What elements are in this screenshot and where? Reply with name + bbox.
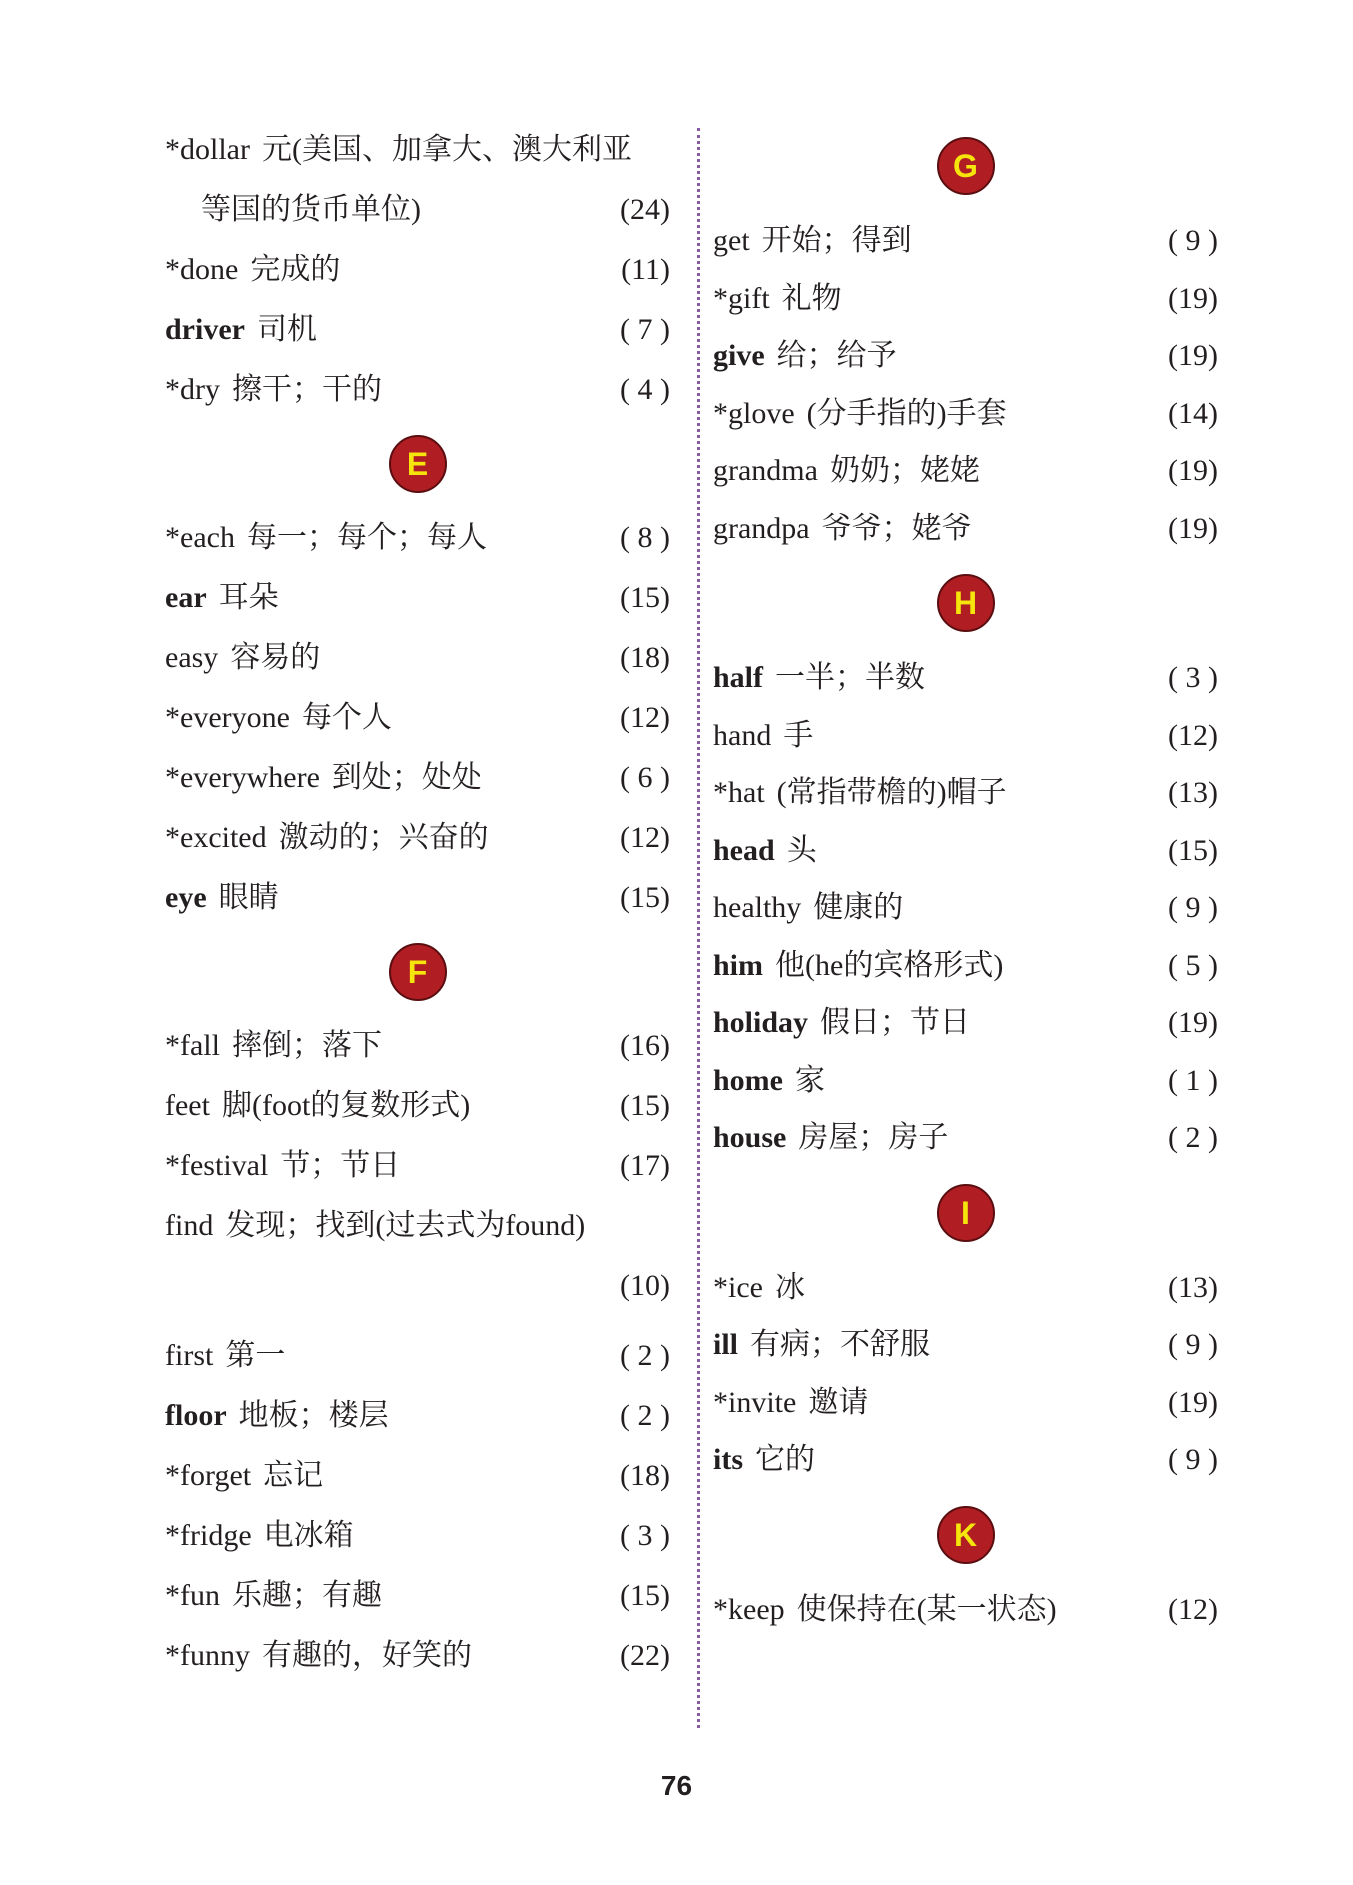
entry-definition: 一半；半数 <box>775 661 926 694</box>
entry-fridge <box>165 1506 670 1566</box>
entry-definition: 乐趣；有趣 <box>232 1579 382 1612</box>
entry-page-ref: (15) <box>620 1579 670 1612</box>
entry-page-ref: ( 2 ) <box>620 1339 670 1372</box>
entry-page-ref: (10) <box>620 1269 670 1302</box>
entry-ice <box>713 1259 1218 1317</box>
letter-badge-h: H <box>937 574 995 632</box>
entry-page-ref: (18) <box>620 1459 670 1492</box>
entry-page-ref: (17) <box>620 1149 670 1182</box>
entry-definition: 完成的 <box>250 253 341 286</box>
entry-definition: 摔倒；落下 <box>231 1029 382 1062</box>
entry-definition: 邀请 <box>808 1385 869 1419</box>
entry-grandpa <box>713 500 1218 558</box>
entry-word: *festival <box>165 1149 269 1182</box>
entry-ear <box>165 568 670 628</box>
entry-ill <box>713 1316 1218 1374</box>
section-h-header <box>713 557 1218 649</box>
entry-keep <box>713 1581 1218 1639</box>
entry-definition: 健康的 <box>813 891 904 924</box>
section-k-header <box>713 1489 1218 1581</box>
entry-page-ref: (13) <box>1168 1270 1218 1304</box>
entry-festival <box>165 1136 670 1196</box>
entry-page-ref: ( 9 ) <box>1168 891 1218 924</box>
entry-definition: 发现；找到(过去式为found) <box>225 1209 586 1242</box>
entry-word: feet <box>165 1089 210 1122</box>
section-g-header <box>713 120 1218 212</box>
entry-page-ref: ( 9 ) <box>1168 1328 1218 1361</box>
entry-definition: 等国的货币单位) <box>201 193 421 226</box>
entry-word: *dollar <box>165 133 250 166</box>
entry-page-ref: ( 5 ) <box>1168 948 1218 982</box>
entry-word: get <box>713 224 750 257</box>
entry-word: grandma <box>713 454 818 487</box>
entry-page-ref: (13) <box>1168 776 1218 809</box>
entry-definition: 容易的 <box>230 641 321 674</box>
entry-word: *fall <box>165 1029 220 1062</box>
entry-word: *forget <box>165 1459 252 1492</box>
entry-word: *each <box>165 521 235 554</box>
entry-page-ref: (12) <box>620 701 670 734</box>
entry-definition: 激动的；兴奋的 <box>278 821 489 854</box>
entry-home <box>713 1052 1218 1110</box>
entry-word: him <box>713 948 764 982</box>
entry-word: *done <box>165 253 239 286</box>
entry-word: *fridge <box>165 1519 252 1552</box>
entry-holiday <box>713 994 1218 1052</box>
entry-give <box>713 327 1218 385</box>
entry-word: hand <box>713 718 772 752</box>
entry-page-ref: ( 9 ) <box>1168 1443 1218 1476</box>
entry-word: *funny <box>165 1639 250 1672</box>
entry-page-ref: (15) <box>620 881 670 914</box>
entry-fun <box>165 1566 670 1626</box>
entry-page-ref: (12) <box>620 821 670 854</box>
entry-word: *dry <box>165 373 220 406</box>
entry-word: *hat <box>713 776 765 809</box>
entry-page-ref: (15) <box>620 1089 670 1122</box>
entry-page-ref: ( 3 ) <box>620 1519 670 1552</box>
entry-definition: 使保持在(某一状态) <box>796 1592 1057 1626</box>
section-e-header <box>165 420 670 508</box>
entry-page-ref: ( 3 ) <box>1168 661 1218 694</box>
entry-word: holiday <box>713 1006 809 1039</box>
entry-definition: (常指带檐的)帽子 <box>776 776 1007 809</box>
entry-healthy <box>713 879 1218 937</box>
entry-grandma <box>713 442 1218 500</box>
entry-page-ref: ( 2 ) <box>1168 1121 1218 1154</box>
entry-word: healthy <box>713 891 802 924</box>
entry-half <box>713 649 1218 707</box>
entry-definition: 脚(foot的复数形式) <box>221 1089 471 1122</box>
entry-its <box>713 1431 1218 1489</box>
entry-definition: 忘记 <box>263 1459 324 1492</box>
entry-find-continued <box>165 1256 670 1316</box>
entry-word: *ice <box>713 1270 763 1304</box>
entry-get <box>713 212 1218 270</box>
entry-word: *excited <box>165 821 267 854</box>
entry-dollar <box>165 120 670 180</box>
entry-word: find <box>165 1209 214 1242</box>
entry-definition: 第一 <box>225 1339 286 1372</box>
entry-definition: 头 <box>786 833 817 867</box>
entry-page-ref: (15) <box>620 581 670 614</box>
entry-word: *invite <box>713 1385 797 1419</box>
entry-page-ref: ( 8 ) <box>620 521 670 554</box>
entry-page-ref: (15) <box>1168 833 1218 867</box>
letter-badge-i: I <box>937 1184 995 1242</box>
entry-everyone <box>165 688 670 748</box>
entry-forget <box>165 1446 670 1506</box>
entry-feet <box>165 1076 670 1136</box>
entry-word: *everyone <box>165 701 290 734</box>
entry-page-ref: (11) <box>621 253 670 286</box>
entry-definition: 开始；得到 <box>761 224 912 257</box>
letter-badge-f: F <box>389 943 447 1001</box>
entry-word: easy <box>165 641 219 674</box>
section-i-header <box>713 1167 1218 1259</box>
letter-badge-k: K <box>937 1506 995 1564</box>
column-divider <box>697 128 700 1728</box>
entry-gift <box>713 270 1218 328</box>
entry-word: grandpa <box>713 511 810 545</box>
entry-page-ref: ( 9 ) <box>1168 224 1218 257</box>
entry-driver <box>165 300 670 360</box>
entry-word: eye <box>165 881 207 914</box>
entry-word: floor <box>165 1399 227 1432</box>
entry-page-ref: (12) <box>1168 718 1218 752</box>
entry-find <box>165 1196 670 1256</box>
entry-dollar-continued <box>165 180 670 240</box>
entry-word: head <box>713 833 775 867</box>
entry-page-ref: (19) <box>1168 339 1218 372</box>
left-column <box>165 120 670 1686</box>
entry-page-ref: ( 6 ) <box>620 761 670 794</box>
entry-page-ref: (18) <box>620 641 670 674</box>
entry-word: ill <box>713 1328 739 1361</box>
entry-hat <box>713 764 1218 822</box>
entry-definition: (分手指的)手套 <box>806 396 1007 430</box>
entry-dry <box>165 360 670 420</box>
entry-definition: 家 <box>795 1063 825 1097</box>
entry-definition: 它的 <box>755 1443 815 1476</box>
entry-each <box>165 508 670 568</box>
entry-definition: 奶奶；姥姥 <box>829 454 980 487</box>
entry-definition: 地板；楼层 <box>238 1399 389 1432</box>
entry-definition: 礼物 <box>781 281 842 315</box>
entry-definition: 手 <box>783 718 814 752</box>
entry-page-ref: (14) <box>1168 396 1218 430</box>
entry-page-ref: ( 7 ) <box>620 313 670 346</box>
entry-page-ref: (19) <box>1168 281 1218 315</box>
entry-easy <box>165 628 670 688</box>
entry-definition: 他(he的宾格形式) <box>775 948 1004 982</box>
letter-badge-e: E <box>389 435 447 493</box>
page-number: 76 <box>660 1770 693 1801</box>
entry-definition: 擦干；干的 <box>232 373 382 406</box>
entry-word: give <box>713 339 765 372</box>
entry-word: home <box>713 1063 783 1097</box>
entry-page-ref: (12) <box>1168 1592 1218 1626</box>
entry-definition: 房屋；房子 <box>798 1121 949 1154</box>
entry-word: *keep <box>713 1592 785 1626</box>
entry-funny <box>165 1626 670 1686</box>
entry-word: *gift <box>713 281 770 315</box>
entry-page-ref: (22) <box>620 1639 670 1672</box>
entry-done <box>165 240 670 300</box>
entry-definition: 每一；每个；每人 <box>246 521 487 554</box>
entry-word: ear <box>165 581 207 614</box>
entry-house <box>713 1109 1218 1167</box>
entry-page-ref: ( 1 ) <box>1168 1063 1218 1097</box>
entry-excited <box>165 808 670 868</box>
entry-word: half <box>713 661 764 694</box>
entry-invite <box>713 1374 1218 1432</box>
entry-definition: 节；节日 <box>280 1149 401 1182</box>
right-column <box>713 120 1218 1638</box>
entry-word: its <box>713 1443 743 1476</box>
entry-page-ref: ( 4 ) <box>620 373 670 406</box>
entry-head <box>713 822 1218 880</box>
entry-page-ref: (19) <box>1168 1385 1218 1419</box>
entry-word: *everywhere <box>165 761 320 794</box>
entry-glove <box>713 385 1218 443</box>
entry-everywhere <box>165 748 670 808</box>
entry-fall <box>165 1016 670 1076</box>
entry-page-ref: (24) <box>620 193 670 226</box>
entry-definition: 每个人 <box>301 701 392 734</box>
entry-definition: 冰 <box>774 1270 805 1304</box>
section-f-header <box>165 928 670 1016</box>
entry-word: first <box>165 1339 214 1372</box>
entry-page-ref: (19) <box>1168 1006 1218 1039</box>
entry-him <box>713 937 1218 995</box>
entry-first <box>165 1326 670 1386</box>
entry-page-ref: (19) <box>1168 511 1218 545</box>
entry-definition: 元(美国、加拿大、澳大利亚 <box>261 133 632 166</box>
entry-floor <box>165 1386 670 1446</box>
entry-definition: 有趣的，好笑的 <box>262 1639 472 1672</box>
entry-definition: 爷爷；姥爷 <box>821 511 972 545</box>
entry-definition: 给；给予 <box>776 339 897 372</box>
entry-hand <box>713 707 1218 765</box>
entry-word: house <box>713 1121 787 1154</box>
entry-definition: 司机 <box>256 313 317 346</box>
entry-page-ref: (19) <box>1168 454 1218 487</box>
entry-word: *glove <box>713 396 795 430</box>
entry-definition: 眼睛 <box>218 881 279 914</box>
letter-badge-g: G <box>937 137 995 195</box>
entry-eye <box>165 868 670 928</box>
entry-word: driver <box>165 313 245 346</box>
entry-definition: 到处；处处 <box>331 761 482 794</box>
entry-definition: 电冰箱 <box>263 1519 354 1552</box>
entry-page-ref: ( 2 ) <box>620 1399 670 1432</box>
entry-definition: 有病；不舒服 <box>750 1328 931 1361</box>
entry-definition: 假日；节日 <box>820 1006 971 1039</box>
entry-word: *fun <box>165 1579 220 1612</box>
entry-page-ref: (16) <box>620 1029 670 1062</box>
entry-definition: 耳朵 <box>218 581 279 614</box>
